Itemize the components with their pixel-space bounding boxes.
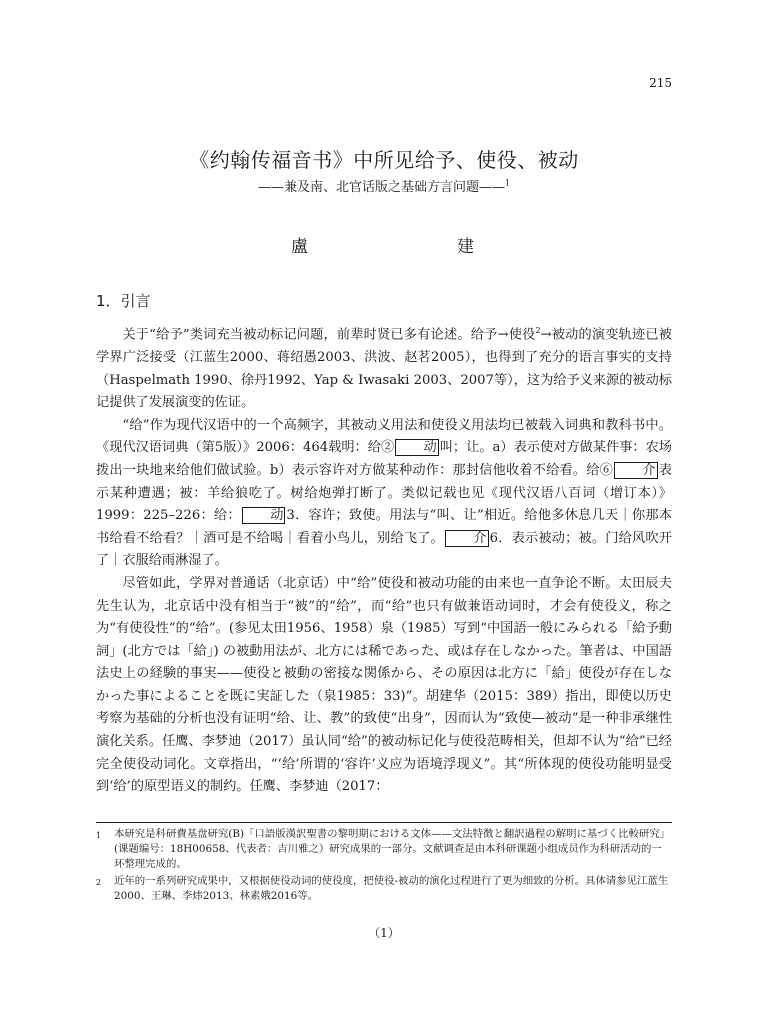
footnote [96, 874, 672, 904]
subtitle-text: ——兼及南、北官话版之基础方言问题—— [257, 180, 505, 195]
paper-subtitle [0, 176, 768, 195]
page-number: 215 [649, 76, 672, 90]
text-run: →被动的演变轨迹已被学界广泛接受（江蓝生2000、蒋绍愚2003、洪波、赵茗2005），也得到了充分的语言事实的支持（Haspelmath 1990、徐丹1992、Yap & Iwasaki 2003、2007等），这为给予义来源的被动标记提供了发展演变的佐证。 [96, 327, 672, 411]
subtitle-footnote-marker: 1 [504, 178, 511, 188]
pos-tag-box: 介 [614, 462, 658, 479]
body-text [96, 320, 672, 799]
paper-title: 《约翰传福音书》中所见给予、使役、被动 [189, 148, 579, 172]
footnote-text: 本研究是科研費基盘研究(B)「口語版漢訳聖書の黎明期における文体——文法特徴と翻訳過程の解明に基づく比較研究」(课题编号：18H00658、代表者：吉川雅之）研究成果的一部分。文献调查是由本科研课题小组成员作为科研活动的一环整理完成的。 [114, 828, 671, 870]
author-surname: 盧 [291, 237, 308, 257]
paragraph [96, 573, 672, 799]
paragraph [96, 415, 672, 573]
footnote-ref: 2 [535, 326, 541, 335]
footnote-marker: 1 [96, 831, 102, 840]
text-run: “给”作为现代汉语中的一个高频字，其被动义用法和使役义用法均已被载入词典和教科书中。《现代汉语词典（第5版）》2006：464载明：给② [96, 417, 672, 456]
paragraph [96, 320, 672, 415]
text-run: 6．表示被动；被。门给风吹开了｜衣服给雨淋湿了。 [96, 530, 673, 569]
text-run: 3．容许；致使。用法与“叫、让”相近。给他多休息几天｜你那本书给看不给看？｜酒可是不给喝｜看着小鸟儿，别给飞了。 [96, 508, 673, 546]
text-run: 尽管如此，学界对普通话（北京话）中“给”使役和被动功能的由来也一直争论不断。太田辰夫先生认为，北京话中没有相当于“被”的“给”，而“给”也只有做兼语动词时，才会有使役义，称之为“有使役性”的“给”。(参见太田1956、1958）泉（1985）写到“中国語一般にみられる「給予動詞」(北方では「給」) の被動用法が、北方には稀であった、或は存在しなかった。筆者は、中国語法史上の経験的事実——使役と被動の密接な関係から、その原因は北方に「給」使役が存在しなかった事によることを既に実証した（泉1985：33)”。胡建华（2015：389）指出，即使以历史考察为基础的分析也没有证明“给、让、教”的致使“出身”，因而认为“致使—被动”是一种非承继性演化关系。任鹰、李梦迪（2017）虽认同“给”的被动标记化与使役范畴相关，但却不认为“给”已经完全使役动词化。文章指出，“‘给’所谓的‘容许’义应为语境浮现义”。其“所体现的使役功能明显受到‘给’的原型语义的制约。任鹰、李梦迪（2017： [96, 575, 672, 795]
pos-tag-box: 动 [242, 507, 286, 524]
text-run: 关于“给予”类词充当被动标记问题，前辈时贤已多有论述。给予→使役 [122, 327, 536, 343]
footnotes [96, 822, 672, 906]
text-run: 表示某种遭遇；被：羊给狼吃了。树给炮弹打断了。类似记载也见《现代汉语八百词（增订本）》1999：225–226：给： [96, 462, 672, 524]
author-given-name: 建 [457, 237, 474, 257]
section-heading: 1．引言 [96, 292, 151, 310]
pos-tag-box: 动 [395, 439, 439, 456]
page-footer-number: （1） [368, 926, 400, 940]
text-run: 叫；让。a）表示使对方做某件事：农场拨出一块地来给他们做试验。b）表示容许对方做某种动作：那封信他收着不给看。给⑥ [96, 440, 672, 478]
pos-tag-box: 介 [445, 530, 489, 547]
footnote-marker: 2 [96, 878, 102, 887]
footnote-text: 近年的一系列研究成果中，又根据使役动词的使役度，把使役-被动的演化过程进行了更为细致的分析。具体请参见江蓝生2000、王琳、李炜2013、林素娥2016等。 [114, 875, 669, 902]
footnote [96, 827, 672, 872]
